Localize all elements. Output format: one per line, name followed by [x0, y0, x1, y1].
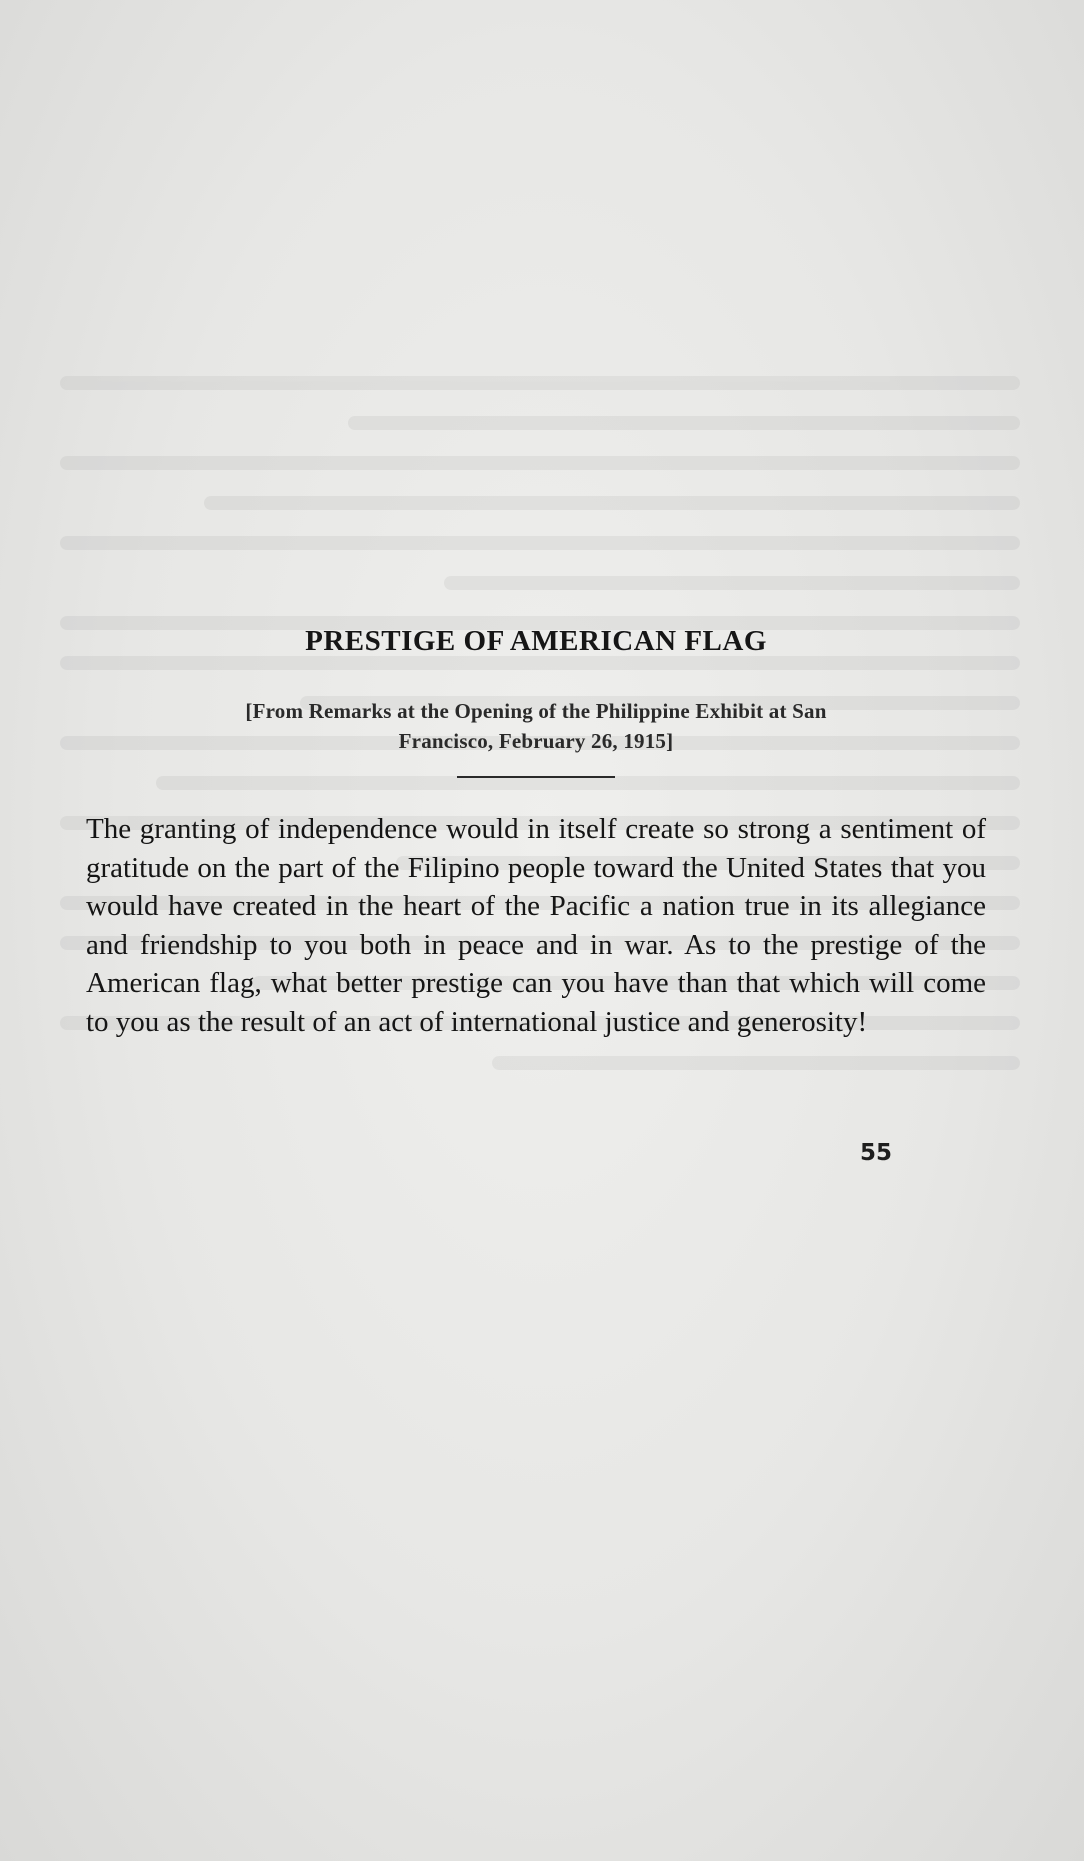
page-title: PRESTIGE OF AMERICAN FLAG — [305, 625, 767, 657]
source-line-2: Francisco, February 26, 1915] — [398, 729, 674, 753]
source-citation — [86, 696, 986, 756]
body-paragraph: The granting of independence would in itself create so strong a sentiment of gratitude on the part of the Filipino people toward the United States that you would have created in the heart of the Pacific a nation true in its allegiance and friendship to you both in peace and in war. As to the prestige of the American flag, what better prestige can you have than that which will come to you as the result of an act of international justice and generosity! — [86, 813, 986, 1038]
divider-rule — [457, 776, 615, 778]
source-line-1: [From Remarks at the Opening of the Philippine Exhibit at San — [245, 699, 827, 723]
document-content — [86, 625, 986, 1041]
page-number: 55 — [860, 1140, 893, 1166]
